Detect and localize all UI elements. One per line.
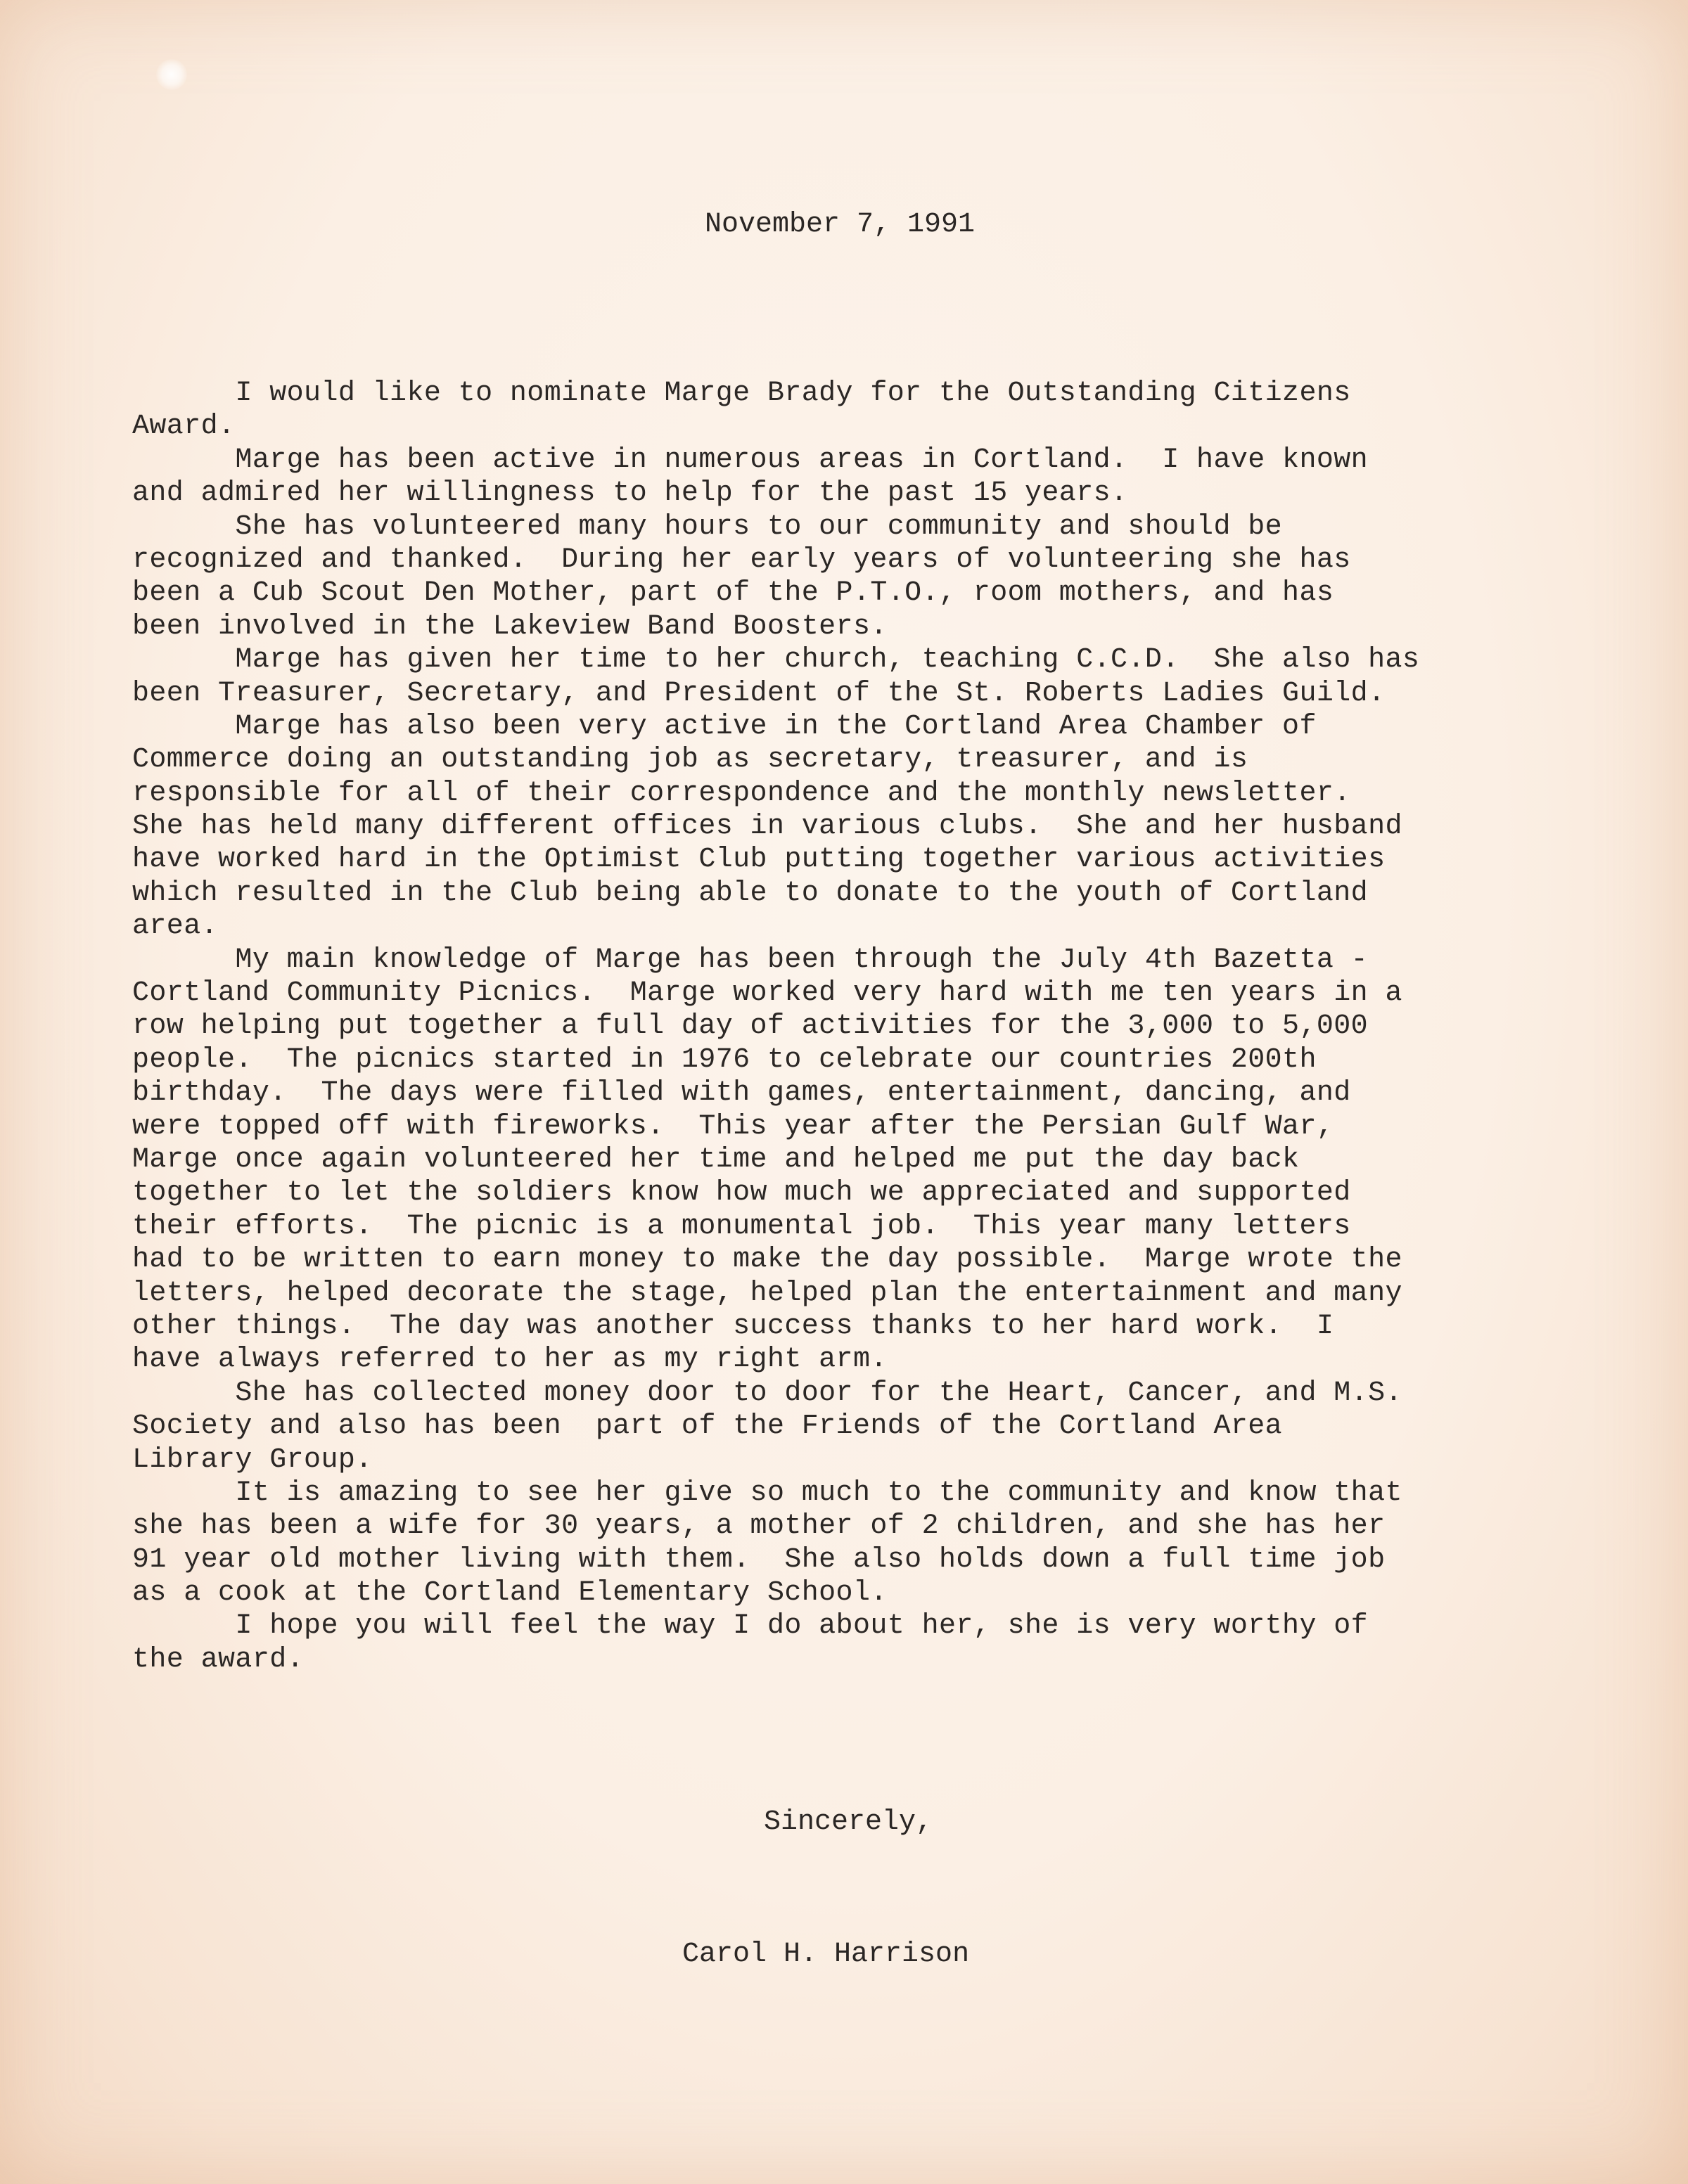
body-line: as a cook at the Cortland Elementary School.	[132, 1577, 888, 1610]
letter-date: November 7, 1991	[705, 209, 976, 240]
body-line: She has collected money door to door for the Heart, Cancer, and M.S.	[132, 1377, 1402, 1409]
paper-light-spot	[156, 59, 187, 90]
body-line: birthday. The days were filled with games, entertainment, dancing, and	[132, 1077, 1351, 1110]
body-line: been Treasurer, Secretary, and President of the St. Roberts Ladies Guild.	[132, 677, 1386, 709]
body-line: their efforts. The picnic is a monumental job. This year many letters	[132, 1210, 1351, 1242]
body-line: letters, helped decorate the stage, helped plan the entertainment and many	[132, 1277, 1402, 1309]
body-line: Marge has also been very active in the Cortland Area Chamber of	[132, 710, 1317, 743]
body-line: been a Cub Scout Den Mother, part of the P.T.O., room mothers, and has	[132, 577, 1334, 610]
body-line: people. The picnics started in 1976 to celebrate our countries 200th	[132, 1043, 1317, 1076]
body-line: were topped off with fireworks. This year after the Persian Gulf War,	[132, 1110, 1334, 1143]
body-line: My main knowledge of Marge has been through the July 4th Bazetta -	[132, 944, 1369, 976]
body-line: other things. The day was another success thanks to her hard work. I	[132, 1310, 1334, 1342]
body-line: have worked hard in the Optimist Club putting together various activities	[132, 844, 1386, 876]
body-line: Marge once again volunteered her time and helped me put the day back	[132, 1143, 1300, 1176]
body-line: she has been a wife for 30 years, a mother of 2 children, and she has her	[132, 1510, 1386, 1543]
body-line: area.	[132, 911, 219, 943]
body-line: had to be written to earn money to make the day possible. Marge wrote the	[132, 1244, 1402, 1276]
body-line: which resulted in the Club being able to donate to the youth of Cortland	[132, 877, 1369, 909]
body-line: Cortland Community Picnics. Marge worked very hard with me ten years in a	[132, 977, 1402, 1010]
body-line: I hope you will feel the way I do about her, she is very worthy of	[132, 1610, 1369, 1643]
body-line: Award.	[132, 411, 236, 443]
body-line: responsible for all of their correspondence and the monthly newsletter.	[132, 777, 1351, 809]
body-line: Commerce doing an outstanding job as secretary, treasurer, and is	[132, 744, 1248, 776]
body-line: 91 year old mother living with them. She also holds down a full time job	[132, 1543, 1386, 1576]
body-line: together to let the soldiers know how much we appreciated and supported	[132, 1177, 1351, 1209]
body-line: She has held many different offices in various clubs. She and her husband	[132, 811, 1402, 843]
body-line: I would like to nominate Marge Brady for the Outstanding Citizens	[132, 378, 1351, 409]
body-line: recognized and thanked. During her early years of volunteering she has	[132, 544, 1351, 576]
body-line: Marge has given her time to her church, teaching C.C.D. She also has	[132, 644, 1420, 676]
body-line: It is amazing to see her give so much to the community and know that	[132, 1477, 1402, 1509]
body-line: the award.	[132, 1643, 305, 1676]
body-line: Society and also has been part of the Friends of the Cortland Area	[132, 1411, 1283, 1443]
body-line: Marge has been active in numerous areas in Cortland. I have known	[132, 444, 1369, 476]
body-line: been involved in the Lakeview Band Boosters.	[132, 610, 888, 643]
letter-signer: Carol H. Harrison	[682, 1939, 970, 1970]
letter-closing: Sincerely,	[764, 1806, 933, 1838]
body-line: have always referred to her as my right arm.	[132, 1344, 888, 1376]
body-line: She has volunteered many hours to our community and should be	[132, 510, 1283, 543]
body-line: and admired her willingness to help for the past 15 years.	[132, 477, 1128, 510]
body-line: Library Group.	[132, 1444, 373, 1476]
letter-body	[132, 377, 1602, 1676]
body-line: row helping put together a full day of activities for the 3,000 to 5,000	[132, 1010, 1369, 1043]
